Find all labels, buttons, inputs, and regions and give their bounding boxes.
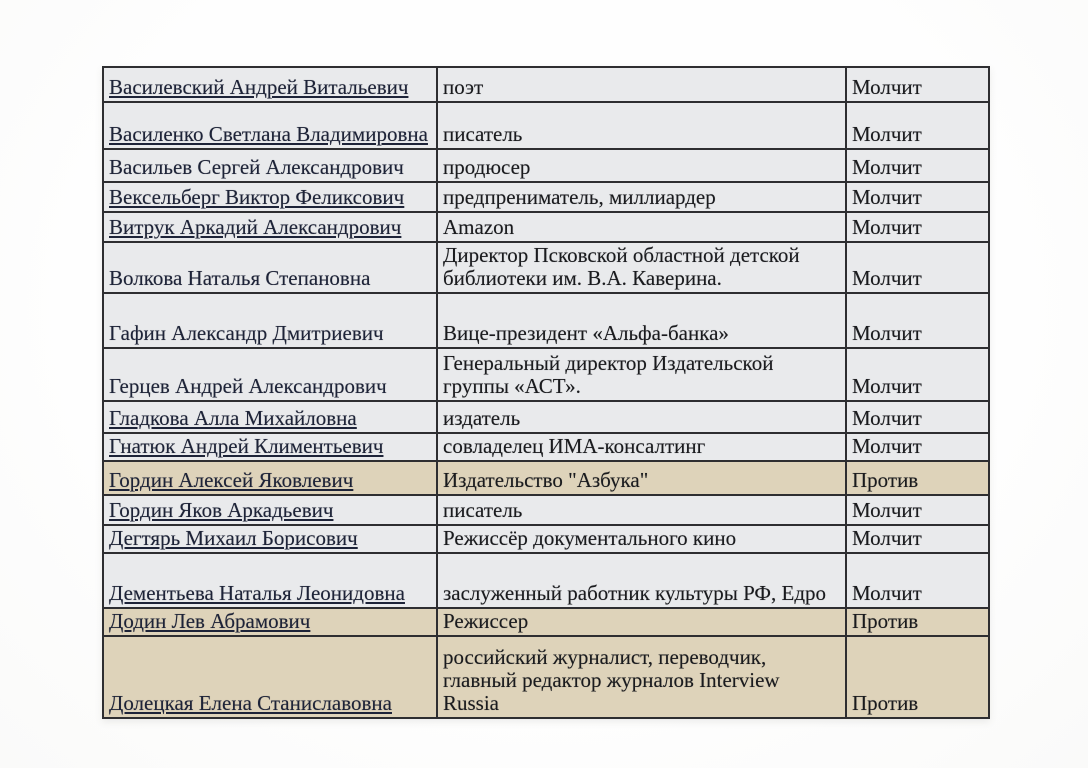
person-description-cell: совладелец ИМА-консалтинг xyxy=(437,433,846,461)
person-name: Витрук Аркадий Александрович xyxy=(109,215,402,239)
person-name-cell xyxy=(103,182,437,212)
person-name: Герцев Андрей Александрович xyxy=(109,374,387,398)
person-name: Волкова Наталья Степановна xyxy=(109,266,371,290)
status-cell: Молчит xyxy=(846,553,989,608)
person-name: Гладкова Алла Михайловна xyxy=(109,406,357,430)
person-name-cell xyxy=(103,461,437,495)
person-description-cell: российский журналист, переводчик, главный редактор журналов Interview Russia xyxy=(437,636,846,718)
person-name: Гордин Яков Аркадьевич xyxy=(109,498,334,522)
table-row xyxy=(103,182,989,212)
status-cell: Молчит xyxy=(846,348,989,401)
person-name: Васильев Сергей Александрович xyxy=(109,155,404,179)
person-name: Вексельберг Виктор Феликсович xyxy=(109,185,405,209)
person-name: Гордин Алексей Яковлевич xyxy=(109,468,354,492)
person-description-cell: Режиссёр документального кино xyxy=(437,525,846,553)
person-name-cell xyxy=(103,242,437,293)
table-row xyxy=(103,636,989,718)
person-description-cell: предпрениматель, миллиардер xyxy=(437,182,846,212)
person-name-cell xyxy=(103,348,437,401)
status-cell: Молчит xyxy=(846,149,989,182)
person-name-cell xyxy=(103,102,437,149)
table-row xyxy=(103,401,989,433)
person-name: Гнатюк Андрей Климентьевич xyxy=(109,434,384,458)
person-name-cell xyxy=(103,401,437,433)
status-cell: Молчит xyxy=(846,242,989,293)
person-name: Василевский Андрей Витальевич xyxy=(109,75,409,99)
status-cell: Молчит xyxy=(846,67,989,102)
status-cell: Молчит xyxy=(846,495,989,525)
status-cell: Молчит xyxy=(846,102,989,149)
status-cell: Молчит xyxy=(846,401,989,433)
person-name: Гафин Александр Дмитриевич xyxy=(109,321,384,345)
person-description-cell: издатель xyxy=(437,401,846,433)
person-name-cell xyxy=(103,553,437,608)
person-description-cell: писатель xyxy=(437,102,846,149)
person-name: Додин Лев Абрамович xyxy=(109,609,311,633)
table-row xyxy=(103,461,989,495)
table-row xyxy=(103,608,989,636)
person-name-cell xyxy=(103,495,437,525)
table-row xyxy=(103,293,989,348)
table-row xyxy=(103,553,989,608)
person-name-cell xyxy=(103,212,437,242)
person-name: Долецкая Елена Станиславовна xyxy=(109,691,392,715)
table-row xyxy=(103,525,989,553)
status-cell: Против xyxy=(846,461,989,495)
person-name-cell xyxy=(103,293,437,348)
person-description-cell: Amazon xyxy=(437,212,846,242)
person-description-cell: Вице-президент «Альфа-банка» xyxy=(437,293,846,348)
table-row xyxy=(103,67,989,102)
table-row xyxy=(103,149,989,182)
person-name: Дементьева Наталья Леонидовна xyxy=(109,581,405,605)
table-row xyxy=(103,242,989,293)
person-name-cell xyxy=(103,608,437,636)
table-container xyxy=(102,66,990,719)
person-description-cell: Режиссер xyxy=(437,608,846,636)
person-name-cell xyxy=(103,67,437,102)
person-description-cell: продюсер xyxy=(437,149,846,182)
table-row xyxy=(103,102,989,149)
person-name: Василенко Светлана Владимировна xyxy=(109,122,428,146)
table-row xyxy=(103,348,989,401)
table-row xyxy=(103,433,989,461)
person-description-cell: заслуженный работник культуры РФ, Едро xyxy=(437,553,846,608)
person-name-cell xyxy=(103,525,437,553)
people-table xyxy=(102,66,990,719)
status-cell: Молчит xyxy=(846,433,989,461)
person-description-cell: Директор Псковской областной детской библиотеки им. В.А. Каверина. xyxy=(437,242,846,293)
status-cell: Против xyxy=(846,636,989,718)
status-cell: Молчит xyxy=(846,293,989,348)
person-description-cell: писатель xyxy=(437,495,846,525)
table-row xyxy=(103,212,989,242)
person-name-cell xyxy=(103,636,437,718)
person-description-cell: поэт xyxy=(437,67,846,102)
status-cell: Молчит xyxy=(846,182,989,212)
status-cell: Против xyxy=(846,608,989,636)
person-name-cell xyxy=(103,149,437,182)
person-description-cell: Издательство "Азбука" xyxy=(437,461,846,495)
status-cell: Молчит xyxy=(846,212,989,242)
person-description-cell: Генеральный директор Издательской группы «АСТ». xyxy=(437,348,846,401)
status-cell: Молчит xyxy=(846,525,989,553)
table-row xyxy=(103,495,989,525)
person-name: Дегтярь Михаил Борисович xyxy=(109,526,358,550)
person-name-cell xyxy=(103,433,437,461)
